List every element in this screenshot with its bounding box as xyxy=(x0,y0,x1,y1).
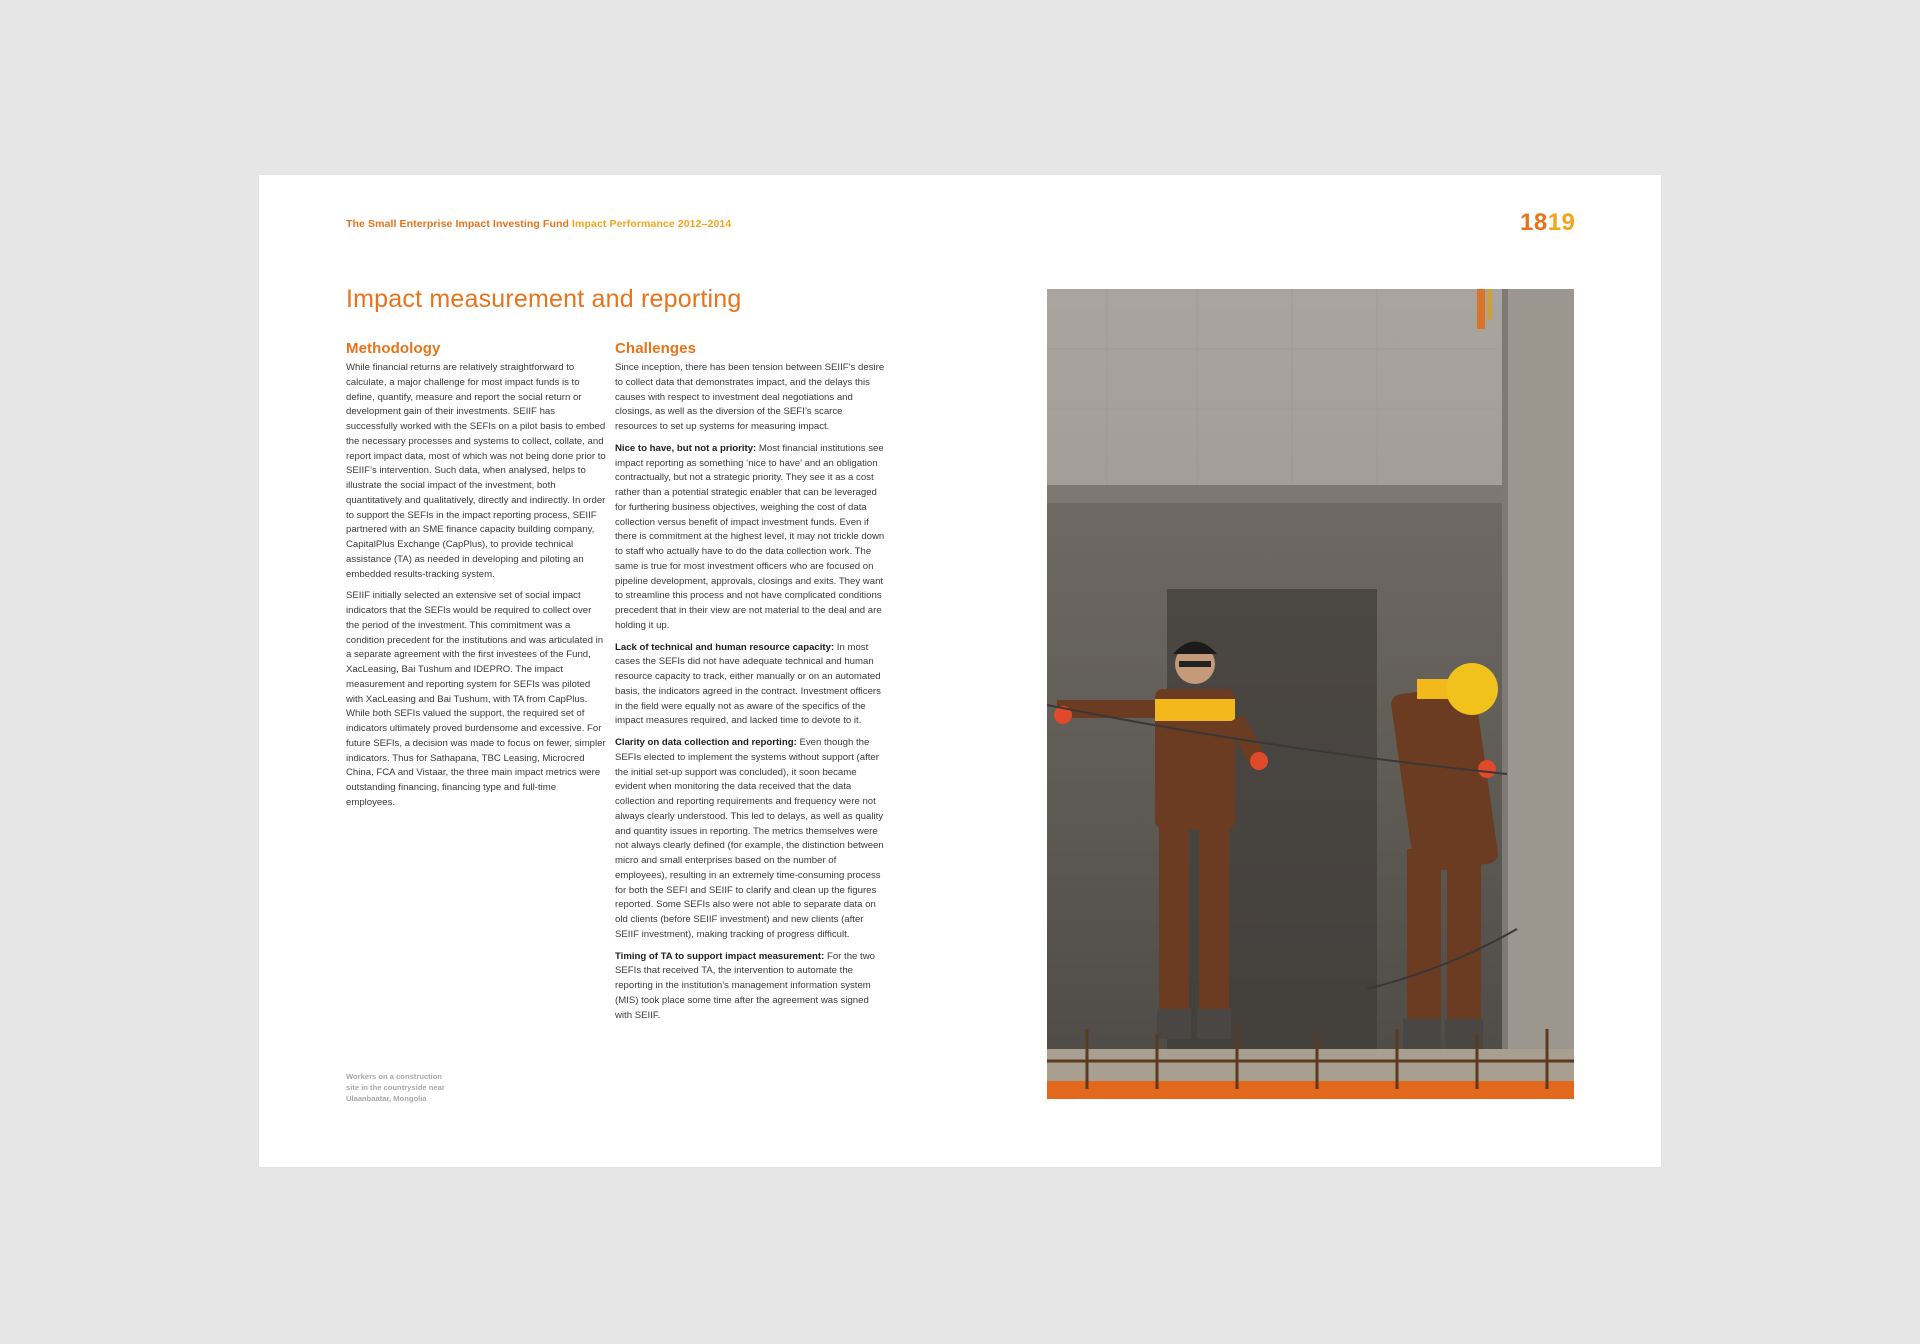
challenge-item xyxy=(615,736,885,943)
document-spread xyxy=(259,175,1661,1167)
challenges-column xyxy=(615,340,885,1030)
page-title: Impact measurement and reporting xyxy=(346,285,742,313)
challenge-lead: Timing of TA to support impact measurement: xyxy=(615,950,825,962)
challenge-lead: Nice to have, but not a priority: xyxy=(615,442,757,454)
challenge-lead: Clarity on data collection and reporting: xyxy=(615,737,797,748)
construction-workers-photo xyxy=(1047,289,1574,1099)
challenge-text: Most financial institutions see impact reporting as something ‘nice to have’ and an obligation contractually, but not a strategic priority. They see it as a cost rather than a potential strategic enabler that can be leveraged for furthering business objectives, weighing the cost of data collection versus benefit of impact investment funds. Even if there is commitment at the highest level, it may not trickle down to staff who actually have to do the data collection work. The same is true for most investment officers who are focused on pipeline development, approvals, closings and exits. They want to streamline this process and not have complicated conditions precedent that in their view are not material to the deal and are holding it up. xyxy=(615,442,885,631)
methodology-paragraph-1: While financial returns are relatively straightforward to calculate, a major challenge for most impact funds is to define, quantify, measure and report the social return or development gain of their investments. SEIIF has successfully worked with the SEFIs on a pilot basis to embed the necessary processes and systems to collect, collate, and report impact data, most of which was not being done prior to SEIIF’s intervention. Such data, when analysed, helps to illustrate the social impact of the investment, both quantitatively and qualitatively, directly and indirectly. In order to support the SEFIs in the impact reporting process, SEIIF partnered with an SME finance capacity building company, CapitalPlus Exchange (CapPlus), to provide technical assistance (TA) as needed in developing and piloting an embedded results-tracking system. xyxy=(346,362,606,580)
challenge-item xyxy=(615,641,885,730)
running-header xyxy=(346,218,731,230)
fund-name: The Small Enterprise Impact Investing Fund xyxy=(346,218,569,230)
report-name: Impact Performance 2012–2014 xyxy=(572,218,732,230)
challenge-text: For the two SEFIs that received TA, the intervention to automate the reporting in the institution’s management information system (MIS) took place some time after the agreement was signed with SEIIF. xyxy=(615,950,875,1021)
page-numbers xyxy=(1520,209,1575,237)
challenges-intro: Since inception, there has been tension between SEIIF’s desire to collect data that demonstrates impact, and the delays this causes with respect to investment deal negotiations and closings, as well as the diversion of the SEFI’s scarce resources to set up systems for measuring impact. xyxy=(615,362,885,432)
photo-caption: Workers on a construction site in the countryside near Ulaanbaatar, Mongolia xyxy=(346,1072,445,1103)
challenge-item xyxy=(615,442,885,634)
challenge-text: In most cases the SEFIs did not have adequate technical and human resource capacity to track, either manually or on an automated basis, the indicators agreed in the contract. Investment officers in the field were equally not as aware of the specifics of the impact measures required, and lacked time to devote to it. xyxy=(615,641,881,727)
methodology-heading: Methodology xyxy=(346,340,441,357)
challenge-text: Even though the SEFIs elected to implement the systems without support (after the initial set-up support was concluded), it soon became evident when monitoring the data received that the data collection and reporting requirements and frequency were not always clearly understood. This led to delays, as well as quality and quantity issues in reporting. The metrics themselves were not always clearly defined (for example, the distinction between micro and small enterprises based on the number of employees), resulting in an extremely time-consuming process for both the SEFI and SEIIF to clarify and clean up the figures reported. Some SEFIs also were not able to separate data on old clients (before SEIIF investment) and new clients (after SEIIF investment), making tracking of progress difficult. xyxy=(615,737,884,940)
challenge-item xyxy=(615,950,885,1024)
methodology-column xyxy=(346,340,606,818)
photo-illustration xyxy=(1047,289,1574,1099)
page-number-right: 19 xyxy=(1547,209,1576,236)
challenges-heading: Challenges xyxy=(615,340,697,357)
challenge-lead: Lack of technical and human resource capacity: xyxy=(615,641,835,653)
page-number-left: 18 xyxy=(1520,209,1548,236)
methodology-paragraph-2: SEIIF initially selected an extensive set of social impact indicators that the SEFIs would be required to collect over the period of the investment. This commitment was a condition precedent for the institutions and was articulated in a separate agreement with the first investees of the Fund, XacLeasing, Bai Tushum and IDEPRO. The impact measurement and reporting system for SEFIs was piloted with XacLeasing and Bai Tushum, with TA from CapPlus. While both SEFIs valued the support, the required set of indicators ultimately proved burdensome and excessive. For future SEFIs, a decision was made to focus on fewer, simpler indicators. Thus for Sathapana, TBC Leasing, Microcred China, FCA and Vistaar, the three main impact metrics were outstanding financing, financing type and full-time employees. xyxy=(346,590,606,808)
